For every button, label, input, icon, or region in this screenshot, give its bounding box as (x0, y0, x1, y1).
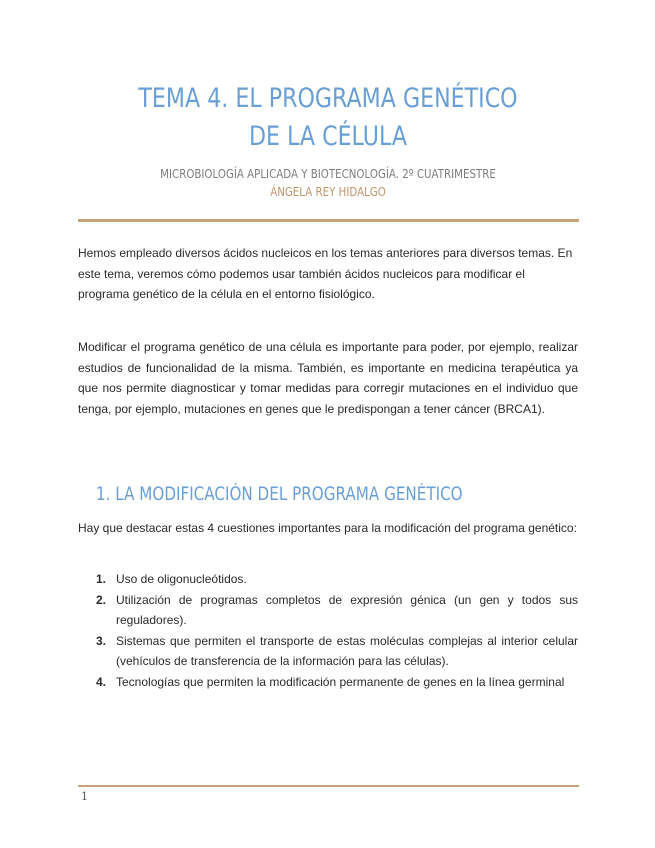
list-item-text: Uso de oligonucleótidos. (116, 572, 247, 586)
page-number: 1 (81, 790, 88, 803)
header-divider (78, 219, 579, 222)
document-subtitle: MICROBIOLOGÍA APLICADA Y BIOTECNOLOGÍA. 2º CUATRIMESTRE (160, 166, 496, 181)
numbered-list (78, 569, 578, 692)
section-heading: 1. LA MODIFICACIÓN DEL PROGRAMA GENÉTICO (96, 484, 463, 505)
list-item (78, 569, 578, 590)
list-item (78, 631, 578, 672)
footer-divider (78, 785, 579, 787)
list-item-text: Sistemas que permiten el transporte de estas moléculas complejas al interior celular (vehículos de transferencia de la información para las células). (116, 633, 578, 668)
list-item (78, 590, 578, 631)
list-item-number: 2. (96, 592, 107, 607)
intro-paragraph: Hemos empleado diversos ácidos nucleicos en los temas anteriores para diversos temas. En este tema, veremos cómo podemos usar también ácidos nucleicos para modificar el programa genético de la célula en el entorno fisiológico. (78, 246, 573, 301)
document-author: ÁNGELA REY HIDALGO (270, 184, 386, 199)
section-intro: Hay que destacar estas 4 cuestiones importantes para la modificación del programa genético: (78, 521, 577, 535)
list-item-text: Tecnologías que permiten la modificación permanente de genes en la línea germinal (116, 674, 565, 689)
body-paragraph: Modificar el programa genético de una célula es importante para poder, por ejemplo, realizar estudios de funcionalidad de la misma. También, es importante en medicina terapéutica ya que nos permite diagnosticar y tomar medidas para corregir mutaciones en el individuo que tenga, por ejemplo, mutaciones en genes que le predispongan a tener cáncer (BRCA1). (78, 340, 578, 416)
list-item (78, 672, 578, 693)
list-item-number: 3. (96, 633, 107, 648)
list-item-number: 4. (96, 674, 107, 689)
list-item-text: Utilización de programas completos de expresión génica (un gen y todos sus reguladores). (116, 592, 578, 627)
list-item-number: 1. (96, 572, 107, 586)
document-title: TEMA 4. EL PROGRAMA GENÉTICO DE LA CÉLULA (138, 83, 518, 152)
